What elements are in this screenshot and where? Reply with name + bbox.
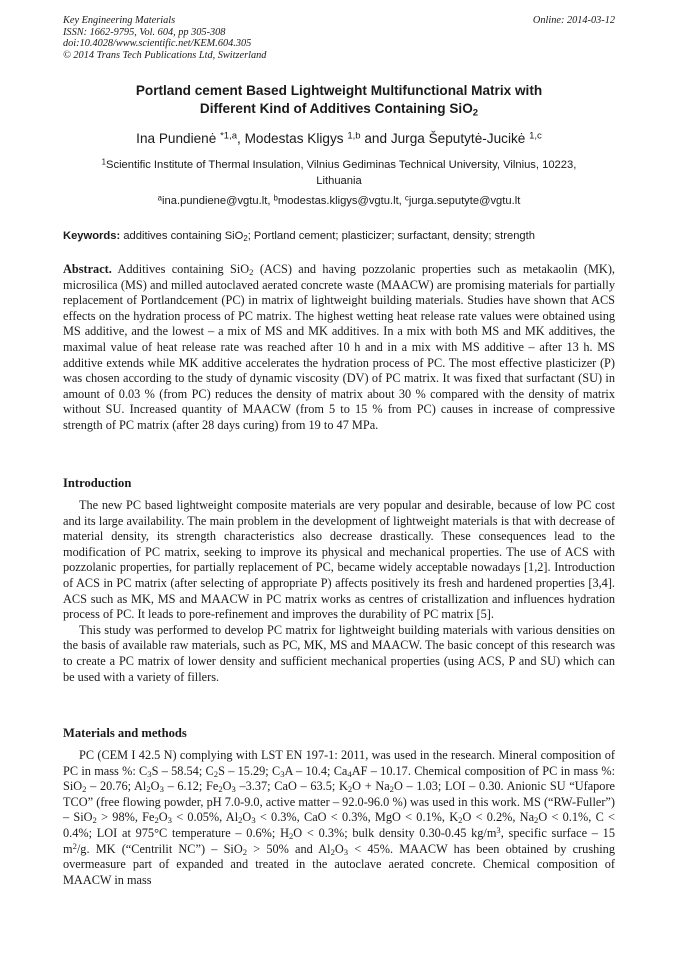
- journal-doi: doi:10.4028/www.scientific.net/KEM.604.305: [63, 38, 252, 50]
- journal-copyright: © 2014 Trans Tech Publications Ltd, Switzerland: [63, 49, 267, 61]
- methods-sub: 3: [280, 768, 285, 779]
- methods-text: < 0.05%, Al: [176, 810, 239, 825]
- methods-sub: 2: [82, 784, 87, 795]
- introduction-paragraph-1: The new PC based lightweight composite materials are very popular and desirable, because of low PC cost and its large availability. The main problem in the development of lightweight materials is that with decrease of material density, its strength characteristics also decrease drastically. These consequences lead to the modification of PC matrix, seeking to improve its physical and mechanical properties. The use of ACS with pozzolanic properties, for partially replacement of PC, became widely acceptable nowadays [1,2]. Introduction of ACS in PC matrix (after selecting of appropriate P) affects positively its fresh and hardened properties [3,4]. ACS such as MK, MS and MAACW in PC matrix works as centres of cristallization and influences hydration process of PC. It leads to pore-refinement and improves the durability of PC matrix [5].: [63, 498, 615, 622]
- methods-sub: 2: [146, 784, 151, 795]
- email-a-marker: a: [157, 193, 163, 203]
- methods-text: O < 0.2%, Na: [462, 810, 535, 825]
- journal-header: [63, 15, 615, 61]
- methods-text: < 45%. MAACW has been obtained by crushing overmeasure part of expanded and treated in the autoclave aerated concrete. Chemical composition of MAACW in mass: [63, 841, 615, 887]
- introduction-section: [63, 498, 615, 685]
- author-list: Ina Pundienė $^{*1,a}$, Modestas Kligys $^{1,b}$ and Jurga Šeputytė-Jucikė $^{1,c}$: [136, 130, 542, 146]
- methods-sub: 2: [238, 815, 243, 826]
- email-a: ina.pundiene@vgtu.lt,: [162, 195, 271, 207]
- methods-text: S – 15.29; C: [218, 763, 281, 778]
- introduction-paragraph-2: This study was performed to develop PC matrix for lightweight building materials with various densities on the basis of available raw materials, such as PC, MK, MS and MAACW. The basic concept of this research was to create a PC matrix of lower density and sufficient mechanical properties (using ACS, P and SU) which can be used with a variety of fillers.: [63, 622, 615, 684]
- methods-text: O: [222, 779, 232, 794]
- email-b: modestas.kligys@vgtu.lt,: [277, 195, 402, 207]
- keywords-text-2: ; Portland cement; plasticizer; surfactant, density; strength: [247, 230, 535, 242]
- methods-sub: 2: [330, 846, 335, 857]
- methods-text: , specific surface – 15 m: [63, 825, 615, 856]
- methods-sub: 3: [343, 846, 349, 857]
- title-line-2-text: Different Kind of Additives Containing SiO: [199, 101, 473, 116]
- methods-sub: 2: [218, 784, 223, 795]
- journal-name: Key Engineering Materials: [63, 15, 176, 26]
- methods-text: O < 0.3%; bulk density 0.30-0.45 kg/m: [293, 825, 497, 840]
- methods-sub: 2: [154, 815, 159, 826]
- email-c: jurga.seputyte@vgtu.lt: [408, 195, 521, 207]
- methods-text: O: [334, 841, 344, 856]
- methods-sub: 2: [92, 815, 97, 826]
- online-date: Online: 2014-03-12: [532, 15, 615, 26]
- keywords: [63, 229, 615, 243]
- paper-title: [60, 82, 618, 118]
- methods-section: [63, 748, 615, 888]
- abstract-text-1: Additives containing SiO: [117, 262, 250, 276]
- keywords-text-1: additives containing SiO: [123, 230, 244, 242]
- methods-text: O: [150, 779, 160, 794]
- affiliation: [60, 157, 618, 189]
- methods-sub: 3: [251, 815, 256, 826]
- author-1-marker: *1,a: [220, 130, 238, 142]
- methods-sub: 2: [242, 846, 248, 857]
- email-list: [60, 194, 618, 208]
- keywords-subscript: 2: [243, 233, 248, 243]
- methods-paragraph: [63, 748, 615, 888]
- introduction-heading: Introduction: [63, 476, 132, 490]
- methods-sub: 3: [231, 784, 236, 795]
- abstract-text-2: (ACS) and having pozzolanic properties such as metakaolin (MK), microsilica (MS) and milled autoclaved aerated concrete waste (MAACW) are promising materials for partially replacement of Portlandcement (PC) in matrix of lightweight building materials. Studies have shown that ACS effects on the hydration process of PC matrix. The highest wetting heat release rate values were obtained using MS additive, and the lowest – a mix of MS and MK additives. In a mix with both MS and MK additives, the maximal value of heat release rate was reached after 10 h and in a mix with MS additive – after 13 h. MS additive extends while MK additive accelerates the hydration process of PC. The most effective plasticizer (P) was chosen according to the study of dynamic viscosity (DV) of PC matrix. It was fixed that surfactant (SU) in amount of 0.03 % (from PC) reduces the density of matrix about 30 % compared with the density of matrix without SU. Increased quantity of MAACW (from 5 to 15 % from PC) causes in increase of compressive strength of PC matrix (after 28 days curing) from 19 to 47 MPa.: [63, 262, 615, 432]
- methods-sub: 2: [213, 768, 219, 779]
- abstract: [63, 262, 615, 434]
- title-line-1: Portland cement Based Lightweight Multifunctional Matrix with: [135, 83, 543, 98]
- abstract-label: Abstract.: [63, 262, 112, 276]
- methods-text: – 6.12; Fe: [167, 779, 219, 794]
- email-c-marker: c: [404, 193, 409, 203]
- affiliation-line-1: [60, 157, 618, 173]
- keywords-label: Keywords:: [63, 230, 121, 242]
- methods-text: –3.37; CaO – 63.5; K: [239, 779, 348, 794]
- affiliation-text: Scientific Institute of Thermal Insulation, Vilnius Gediminas Technical University, Vilnius, 10223,: [106, 159, 577, 171]
- methods-sub: 2: [347, 784, 353, 795]
- methods-text: > 50% and Al: [253, 841, 331, 856]
- methods-text: < 0.3%, CaO < 0.3%, MgO < 0.1%, K: [259, 810, 459, 825]
- methods-text: O – 1.03; LOI – 0.30. Anionic SU “Ufapore TCO” (free flowing powder, pH 7.0-9.0, active matter – 92.0-96.0 %) was used in this work. MS (“RW-Fuller”) – SiO: [63, 779, 616, 825]
- methods-sub: 2: [389, 784, 394, 795]
- methods-sub: 3: [147, 768, 152, 779]
- methods-sup: 2: [72, 840, 77, 851]
- methods-sub: 4: [347, 768, 352, 779]
- methods-sub: 3: [159, 784, 164, 795]
- methods-text: A – 10.4; Ca: [284, 763, 348, 778]
- methods-text: /g. MK (“Centrilit NC”) – SiO: [76, 841, 243, 856]
- author-3-marker: 1,c: [529, 130, 542, 142]
- affiliation-marker: 1: [101, 157, 107, 167]
- author-conjunction: and: [364, 131, 388, 146]
- methods-text: PC (CEM I 42.5 N) complying with LST EN 197-1: 2011, was used in the research. Mineral composition of PC in mass %: C: [63, 748, 615, 778]
- methods-sub: 3: [167, 815, 172, 826]
- methods-heading: Materials and methods: [63, 726, 187, 740]
- title-line-2: [60, 100, 618, 118]
- email-b-marker: b: [273, 193, 278, 203]
- author-2: Modestas Kligys: [244, 131, 344, 146]
- journal-issn: ISSN: 1662-9795, Vol. 604, pp 305-308: [63, 26, 226, 38]
- methods-sub: 2: [458, 815, 463, 826]
- methods-sub: 2: [288, 831, 294, 842]
- affiliation-line-2: Lithuania: [316, 175, 362, 187]
- author-2-marker: 1,b: [347, 130, 361, 142]
- title-subscript: 2: [472, 107, 479, 119]
- methods-text: O + Na: [352, 779, 390, 794]
- methods-sup: 3: [496, 825, 501, 836]
- methods-text: O: [158, 810, 168, 825]
- methods-text: AF – 10.17. Chemical composition of PC in mass %: SiO: [63, 763, 616, 794]
- methods-text: S – 58.54; C: [151, 763, 214, 778]
- abstract-subscript: 2: [249, 267, 254, 278]
- methods-text: > 98%, Fe: [101, 810, 155, 825]
- methods-text: O: [242, 810, 252, 825]
- methods-sub: 2: [534, 815, 539, 826]
- methods-text: – 20.76; Al: [90, 779, 147, 794]
- author-1: Ina Pundienė: [136, 131, 217, 146]
- author-3: Jurga Šeputytė-Jucikė: [390, 131, 526, 146]
- methods-text: O < 0.1%, C < 0.4%; LOI at 975°C temperature – 0.6%; H: [63, 810, 615, 840]
